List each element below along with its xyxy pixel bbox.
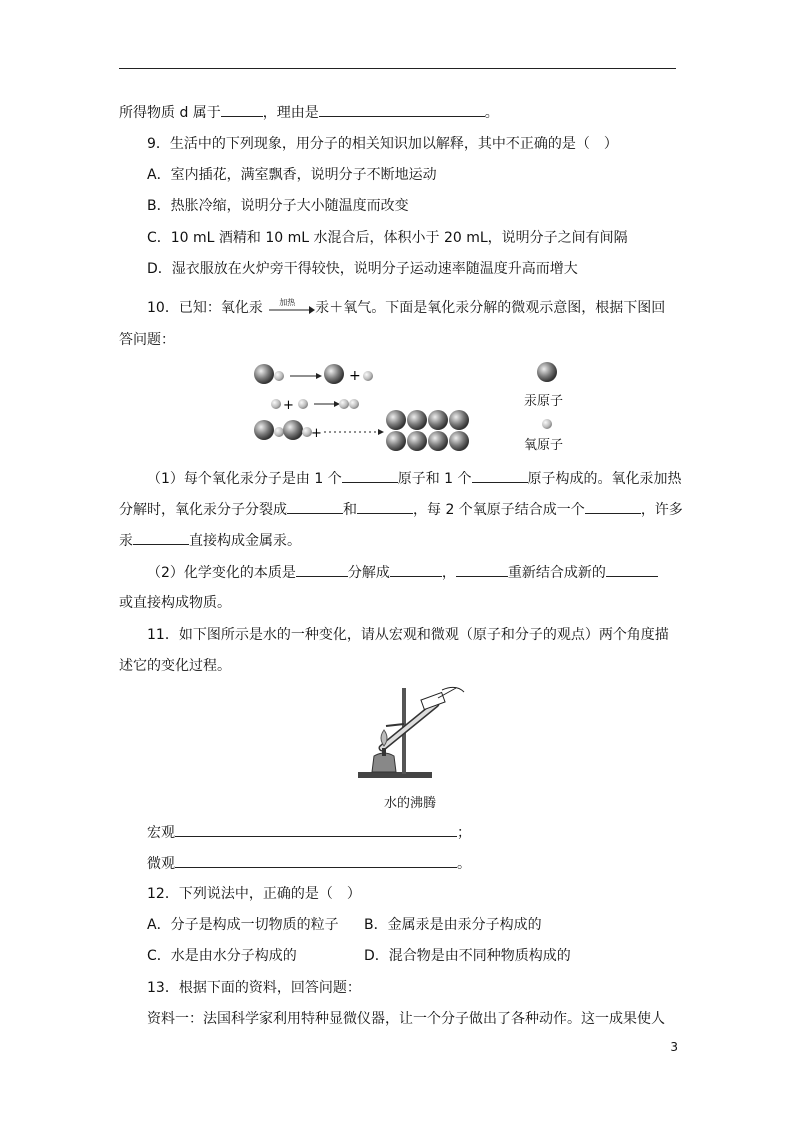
answer-blank[interactable] [357,499,413,514]
figure-caption: 水的沸腾 [384,796,437,811]
legend-mercury-atom: 汞原子 [524,394,564,409]
q11-micro-line: 微观 。 [147,853,471,874]
answer-blank[interactable] [133,530,189,545]
q10-part1-line3: 汞 直接构成金属汞。 [119,530,301,551]
q10-part2-line1: （2）化学变化的本质是 分解成 ， 重新结合成新的 [147,562,658,583]
answer-blank[interactable] [390,562,442,577]
q13-material: 资料一：法国科学家利用特种显微仪器，让一个分子做出了各种动作。这一成果使人 [147,1011,665,1027]
answer-blank[interactable] [175,822,457,837]
q11-macro-line: 宏观 ； [147,822,471,843]
answer-blank[interactable] [319,102,485,117]
answer-blank[interactable] [296,562,348,577]
q10-part2-line2: 或直接构成物质。 [119,595,231,611]
q9-stem: 9．生活中的下列现象，用分子的相关知识加以解释，其中不正确的是（ ） [147,136,618,152]
q9-option-a: A．室内插花，满室飘香，说明分子不断地运动 [147,167,437,183]
q10-part1-line1: （1）每个氧化汞分子是由 1 个 原子和 1 个 原子构成的。氧化汞加热 [147,468,682,489]
header-rule [119,68,676,69]
q12-option-d: D．混合物是由不同种物质构成的 [364,948,571,964]
q12-option-c: C．水是由水分子构成的 [147,948,297,964]
q10-stem: 10．已知：氧化汞 加热 汞＋氧气。下面是氧化汞分解的微观示意图，根据下图回 [147,298,666,316]
q9-option-b: B．热胀冷缩，说明分子大小随温度而改变 [147,198,409,214]
answer-blank[interactable] [472,468,528,483]
answer-blank[interactable] [175,853,457,868]
answer-blank[interactable] [585,499,641,514]
answer-blank[interactable] [221,102,263,117]
heating-arrow: 加热 [267,301,315,315]
q11-stem-cont: 述它的变化过程。 [119,658,231,674]
q11-stem: 11．如下图所示是水的一种变化，请从宏观和微观（原子和分子的观点）两个角度描 [147,627,669,643]
svg-text:+: + [311,426,322,441]
q13-stem: 13．根据下面的资料，回答问题： [147,980,361,996]
q8-tail: 所得物质 d 属于 ，理由是 。 [119,102,499,123]
q9-option-d: D．湿衣服放在火炉旁干得较快，说明分子运动速率随温度升高而增大 [147,261,578,277]
answer-blank[interactable] [287,499,343,514]
boiling-apparatus-illustration [352,684,472,784]
q12-option-b: B．金属汞是由汞分子构成的 [364,917,542,933]
page-number: 3 [670,1040,678,1054]
answer-blank[interactable] [606,562,658,577]
q9-option-c: C．10 mL 酒精和 10 mL 水混合后，体积小于 20 mL，说明分子之间有间隔 [147,230,628,246]
svg-text:+: + [349,368,361,384]
svg-text:+: + [283,398,294,413]
q10-part1-line2: 分解时，氧化汞分子分裂成 和 ，每 2 个氧原子结合成一个 ，许多 [119,499,683,520]
answer-blank[interactable] [342,468,398,483]
q10-stem-cont: 答问题： [119,332,175,348]
answer-blank[interactable] [456,562,508,577]
q12-option-a: A．分子是构成一切物质的粒子 [147,917,339,933]
legend-oxygen-atom: 氧原子 [524,438,564,453]
q12-stem: 12．下列说法中，正确的是（ ） [147,886,361,902]
mercury-oxide-diagram [250,358,670,458]
